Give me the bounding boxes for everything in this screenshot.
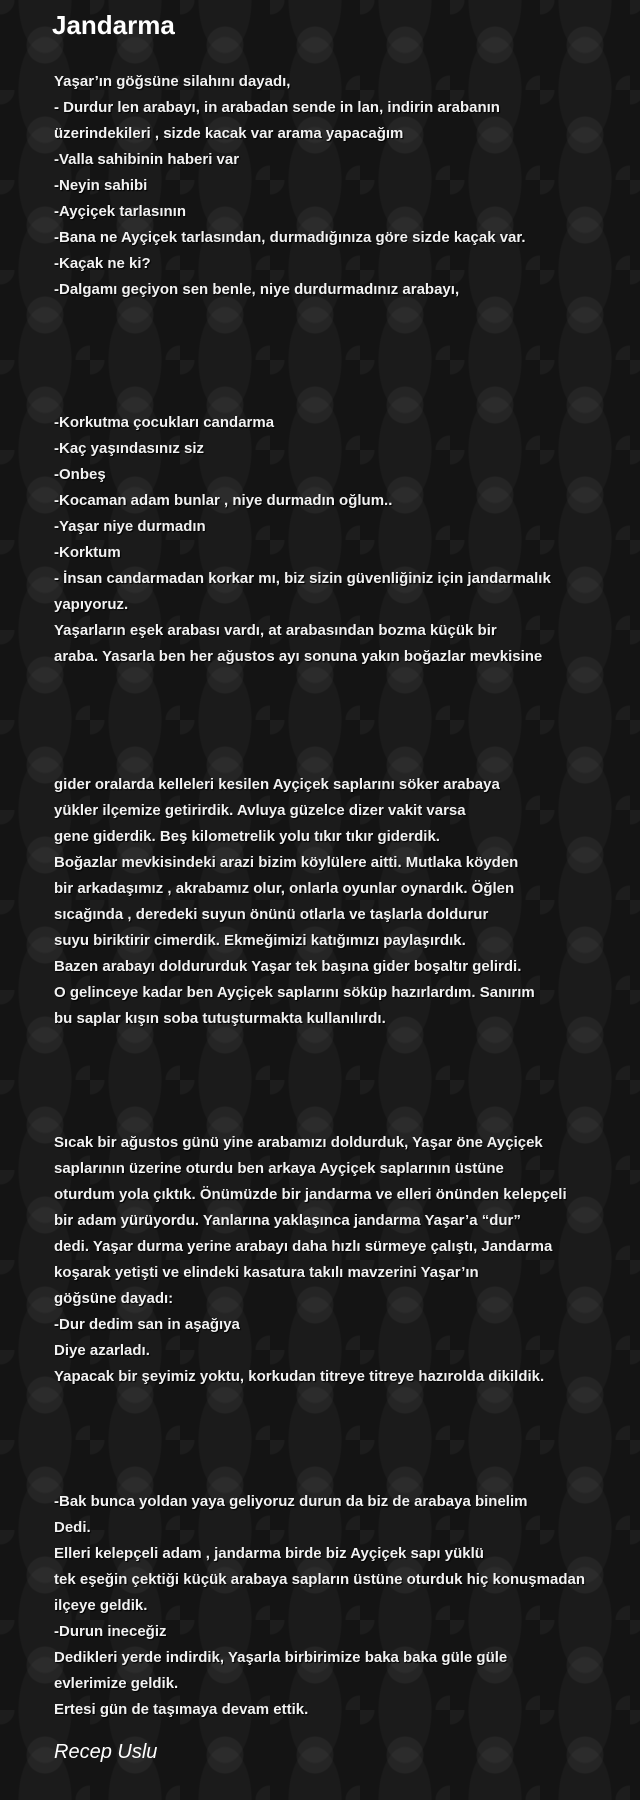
poem-line: göğsüne dayadı:	[54, 1290, 174, 1307]
poem-line: Diye azarladı.	[54, 1342, 150, 1359]
poem-line: O gelinceye kadar ben Ayçiçek saplarını söküp hazırlardım. Sanırım	[54, 984, 535, 1001]
poem-line: saplarının üzerine oturdu ben arkaya Ayçiçek saplarının üstüne	[54, 1160, 504, 1177]
poem-line: oturdum yola çıktık. Önümüzde bir jandarma ve elleri önünden kelepçeli	[54, 1186, 567, 1203]
poem-line: araba. Yasarla ben her ağustos ayı sonuna yakın boğazlar mevkisine	[54, 648, 543, 665]
poem-line: -Bak bunca yoldan yaya geliyoruz durun da biz de arabaya binelim	[54, 1493, 528, 1510]
poem-line: Yapacak bir şeyimiz yoktu, korkudan titreye titreye hazırolda dikildik.	[54, 1368, 545, 1385]
poem-line: yükler ilçemize getirirdik. Avluya güzelce dizer vakit varsa	[54, 802, 466, 819]
poem-line: üzerindekileri , sizde kacak var arama yapacağım	[54, 125, 404, 142]
stanza-5	[54, 1489, 634, 1723]
poem-line: bu saplar kışın soba tutuşturmakta kullanılırdı.	[54, 1010, 386, 1027]
stanza-2	[54, 410, 634, 670]
poem-line: -Dur dedim san in aşağıya	[54, 1316, 240, 1333]
poem-line: yapıyoruz.	[54, 596, 129, 613]
poem-line: Elleri kelepçeli adam , jandarma birde biz Ayçiçek sapı yüklü	[54, 1545, 484, 1562]
poem-line: Yaşar’ın göğsüne silahını dayadı,	[54, 73, 291, 90]
poem-line: -Valla sahibinin haberi var	[54, 151, 240, 168]
poem-line: bir arkadaşımız , akrabamız olur, onlarla oyunlar oynardık. Öğlen	[54, 880, 515, 897]
poem-line: Dedikleri yerde indirdik, Yaşarla birbirimize baka baka güle güle	[54, 1649, 508, 1666]
poem-line: -Bana ne Ayçiçek tarlasından, durmadığınıza göre sizde kaçak var.	[54, 229, 526, 246]
poem-line: dedi. Yaşar durma yerine arabayı daha hızlı sürmeye çalıştı, Jandarma	[54, 1238, 553, 1255]
poem-line: sıcağında , deredeki suyun önünü otlarla ve taşlarla doldurur	[54, 906, 489, 923]
poem-line: tek eşeğin çektiği küçük arabaya sapların üstüne oturduk hiç konuşmadan	[54, 1571, 585, 1588]
poem-line: - İnsan candarmadan korkar mı, biz sizin güvenliğiniz için jandarmalık	[54, 570, 551, 587]
poem-line: Boğazlar mevkisindeki arazi bizim köylülere aitti. Mutlaka köyden	[54, 854, 519, 871]
poem-line: Ertesi gün de taşımaya devam ettik.	[54, 1701, 309, 1718]
poem-line: bir adam yürüyordu. Yanlarına yaklaşınca jandarma Yaşar’a “dur”	[54, 1212, 521, 1229]
poem-line: Sıcak bir ağustos günü yine arabamızı doldurduk, Yaşar öne Ayçiçek	[54, 1134, 543, 1151]
poem-line: - Durdur len arabayı, in arabadan sende in lan, indirin arabanın	[54, 99, 500, 116]
poem-line: -Durun ineceğiz	[54, 1623, 167, 1640]
poem-title: Jandarma	[52, 10, 175, 40]
poem-line: -Kaçak ne ki?	[54, 255, 151, 272]
poem-line: koşarak yetişti ve elindeki kasatura takılı mavzerini Yaşar’ın	[54, 1264, 479, 1281]
poem-line: Bazen arabayı doldururduk Yaşar tek başına gider boşaltır gelirdi.	[54, 958, 522, 975]
poem-line: -Korkutma çocukları candarma	[54, 414, 275, 431]
poem-line: evlerimize geldik.	[54, 1675, 179, 1692]
poem-line: -Ayçiçek tarlasının	[54, 203, 187, 220]
poem-line: gene giderdik. Beş kilometrelik yolu tıkır tıkır giderdik.	[54, 828, 440, 845]
poem-line: -Kocaman adam bunlar , niye durmadın oğlum..	[54, 492, 393, 509]
author-name: Recep Uslu	[54, 1741, 158, 1763]
poem-line: -Onbeş	[54, 466, 106, 483]
poem-line: suyu biriktirir cimerdik. Ekmeğimizi katığımızı paylaşırdık.	[54, 932, 466, 949]
poem-line: Yaşarların eşek arabası vardı, at arabasından bozma küçük bir	[54, 622, 497, 639]
poem-line: Dedi.	[54, 1519, 91, 1536]
poem-line: -Kaç yaşındasınız siz	[54, 440, 205, 457]
poem-line: -Dalgamı geçiyon sen benle, niye durdurmadınız arabayı,	[54, 281, 460, 298]
poem-line: ilçeye geldik.	[54, 1597, 148, 1614]
poem-line: -Yaşar niye durmadın	[54, 518, 206, 535]
stanza-4	[54, 1130, 634, 1390]
poem-line: -Korktum	[54, 544, 121, 561]
poem-line: gider oralarda kelleleri kesilen Ayçiçek saplarını söker arabaya	[54, 776, 500, 793]
stanza-1	[54, 69, 634, 303]
stanza-3	[54, 772, 634, 1032]
poem-line: -Neyin sahibi	[54, 177, 148, 194]
